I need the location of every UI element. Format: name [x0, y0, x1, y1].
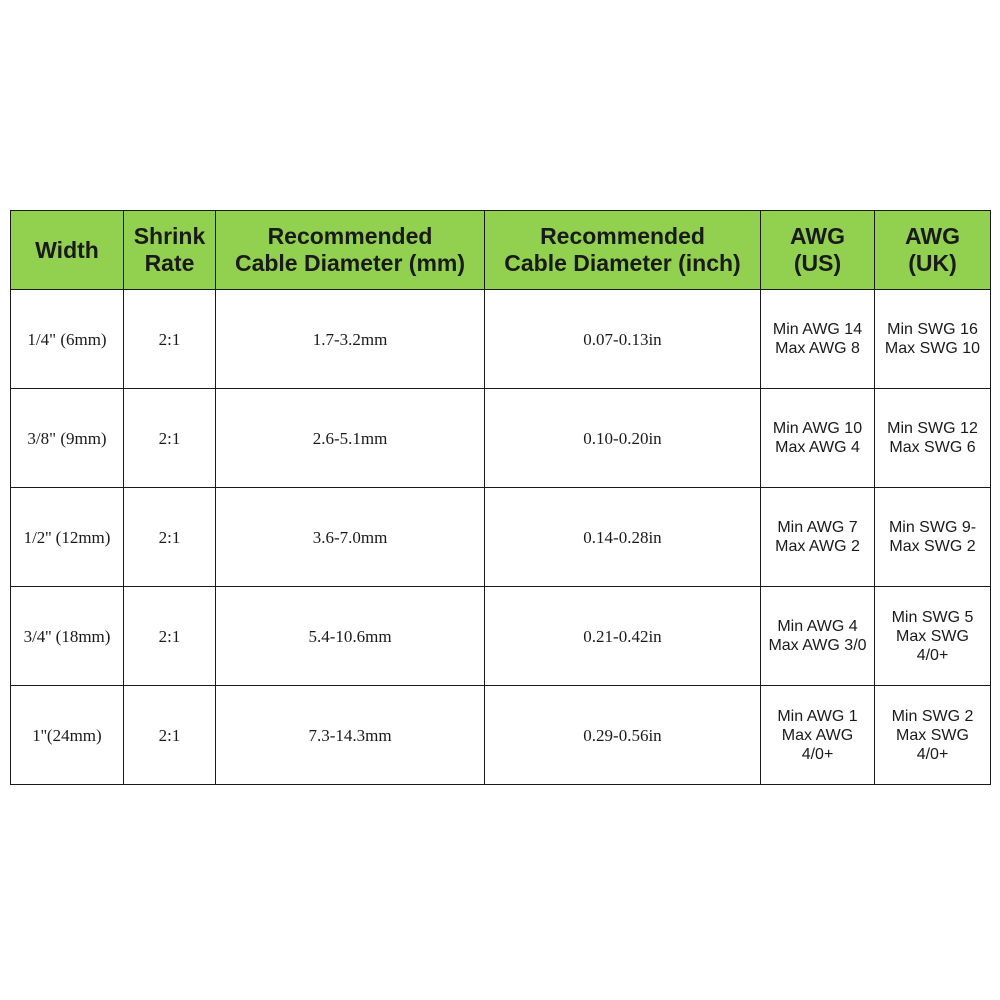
- cell-width: 1/4" (6mm): [11, 290, 124, 389]
- cell-width: 1/2'' (12mm): [11, 488, 124, 587]
- cell-awg-us: Min AWG 1 Max AWG 4/0+: [761, 686, 875, 785]
- cell-shrink-rate: 2:1: [124, 686, 216, 785]
- cell-shrink-rate: 2:1: [124, 389, 216, 488]
- cell-diameter-inch: 0.14-0.28in: [485, 488, 761, 587]
- cell-awg-us: Min AWG 4 Max AWG 3/0: [761, 587, 875, 686]
- spec-table: [10, 210, 991, 785]
- cell-diameter-inch: 0.21-0.42in: [485, 587, 761, 686]
- cell-awg-uk: Min SWG 9- Max SWG 2: [875, 488, 991, 587]
- cell-awg-uk: Min SWG 16 Max SWG 10: [875, 290, 991, 389]
- header-shrink-rate: Shrink Rate: [124, 211, 216, 290]
- cell-shrink-rate: 2:1: [124, 488, 216, 587]
- cell-awg-uk: Min SWG 2 Max SWG 4/0+: [875, 686, 991, 785]
- cell-width: 3/8" (9mm): [11, 389, 124, 488]
- cell-awg-us: Min AWG 10 Max AWG 4: [761, 389, 875, 488]
- header-row: [11, 211, 991, 290]
- cell-diameter-mm: 2.6-5.1mm: [216, 389, 485, 488]
- cell-diameter-mm: 7.3-14.3mm: [216, 686, 485, 785]
- cell-shrink-rate: 2:1: [124, 290, 216, 389]
- cell-diameter-inch: 0.07-0.13in: [485, 290, 761, 389]
- cell-awg-uk: Min SWG 12 Max SWG 6: [875, 389, 991, 488]
- cell-diameter-mm: 3.6-7.0mm: [216, 488, 485, 587]
- table-row: [11, 587, 991, 686]
- cell-awg-us: Min AWG 14 Max AWG 8: [761, 290, 875, 389]
- header-cable-diameter-inch: Recommended Cable Diameter (inch): [485, 211, 761, 290]
- header-awg-uk: AWG (UK): [875, 211, 991, 290]
- header-width: Width: [11, 211, 124, 290]
- table-row: [11, 488, 991, 587]
- cell-diameter-mm: 5.4-10.6mm: [216, 587, 485, 686]
- cell-awg-us: Min AWG 7 Max AWG 2: [761, 488, 875, 587]
- cell-width: 3/4'' (18mm): [11, 587, 124, 686]
- cell-shrink-rate: 2:1: [124, 587, 216, 686]
- table-row: [11, 686, 991, 785]
- table-body: [11, 290, 991, 785]
- table-header: [11, 211, 991, 290]
- table-row: [11, 389, 991, 488]
- cell-diameter-mm: 1.7-3.2mm: [216, 290, 485, 389]
- cell-diameter-inch: 0.29-0.56in: [485, 686, 761, 785]
- header-awg-us: AWG (US): [761, 211, 875, 290]
- table-row: [11, 290, 991, 389]
- cell-diameter-inch: 0.10-0.20in: [485, 389, 761, 488]
- cell-awg-uk: Min SWG 5 Max SWG 4/0+: [875, 587, 991, 686]
- cell-width: 1''(24mm): [11, 686, 124, 785]
- header-cable-diameter-mm: Recommended Cable Diameter (mm): [216, 211, 485, 290]
